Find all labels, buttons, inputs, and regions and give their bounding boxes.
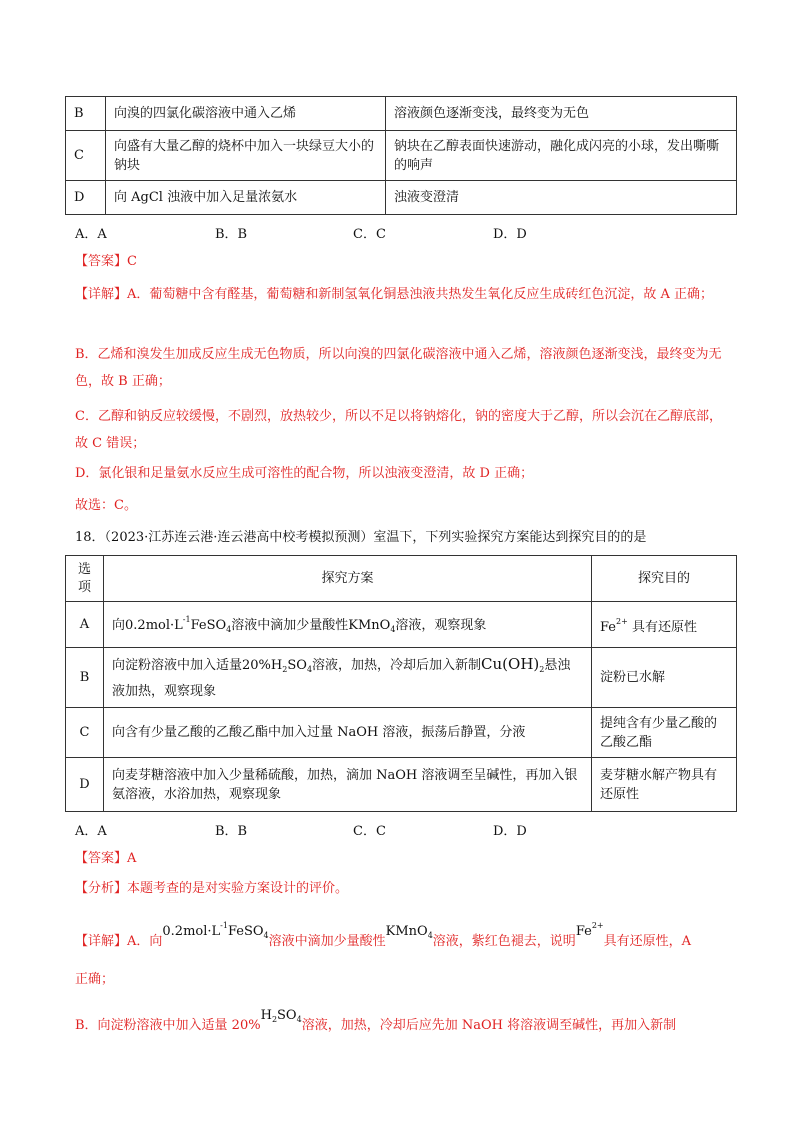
table-2 <box>65 555 737 812</box>
header-purpose: 探究目的 <box>592 556 737 602</box>
analysis-2: 【分析】本题考查的是对实验方案设计的评价。 <box>75 881 349 896</box>
explanation-2-a: 【详解】A．向$0.2mol\cdot L^{-1}FeSO_4$溶液中滴加少量酸性KMnO$_4$溶液，紫红色褪去，说明$Fe^{2+}$具有还原性，A <box>75 921 692 949</box>
table-row <box>66 97 737 131</box>
table-1 <box>65 96 737 215</box>
result-cell: 钠块在乙醇表面快速游动，融化成闪亮的小球，发出嘶嘶的响声 <box>386 131 737 181</box>
explanation-1-a: 【详解】A．葡萄糖中含有醛基，葡萄糖和新制氢氧化铜悬浊液共热发生氧化反应生成砖红色沉淀，故 A 正确； <box>75 287 714 302</box>
option-label: C <box>66 131 106 181</box>
table-header-row <box>66 556 737 602</box>
answer-2: 【答案】A <box>75 851 137 866</box>
purpose-cell: 麦芽糖水解产物具有还原性 <box>592 758 737 812</box>
plan-cell: 向$0.2mol\cdot L^{-1}FeSO_4$溶液中滴加少量酸性KMnO$_4$溶液，观察现象 <box>104 602 592 648</box>
table-row <box>66 131 737 181</box>
purpose-cell: 淀粉已水解 <box>592 648 737 708</box>
explanation-1-c: C．乙醇和钠反应较缓慢，不剧烈，放热较少，所以不足以将钠熔化，钠的密度大于乙醇，所以会沉在乙醇底部，故 C 错误； <box>75 409 722 451</box>
option-a: A．A <box>75 824 107 839</box>
table-row <box>66 181 737 215</box>
option-c: C．C <box>353 227 386 242</box>
answer-1: 【答案】C <box>75 254 137 269</box>
header-option: 选项 <box>66 556 104 602</box>
option-label: B <box>66 97 106 131</box>
table-row <box>66 648 737 708</box>
option-d: D．D <box>493 227 527 242</box>
table-row <box>66 602 737 648</box>
plan-cell: 向盛有大量乙醇的烧杯中加入一块绿豆大小的钠块 <box>106 131 386 181</box>
plan-cell: 向 AgCl 浊液中加入足量浓氨水 <box>106 181 386 215</box>
options-1 <box>75 223 715 243</box>
table-row <box>66 758 737 812</box>
question-18: 18．（2023·江苏连云港·连云港高中校考模拟预测）室温下，下列实验探究方案能达到探究目的的是 <box>75 530 647 545</box>
table-row <box>66 708 737 758</box>
plan-cell: 向麦芽糖溶液中加入少量稀硫酸，加热，滴加 NaOH 溶液调至呈碱性，再加入银氨溶液，水浴加热，观察现象 <box>104 758 592 812</box>
option-label: D <box>66 758 104 812</box>
plan-cell: 向含有少量乙酸的乙酸乙酯中加入过量 NaOH 溶液，振荡后静置，分液 <box>104 708 592 758</box>
option-a: A．A <box>75 227 107 242</box>
options-2 <box>75 820 715 840</box>
purpose-cell: 提纯含有少量乙酸的乙酸乙酯 <box>592 708 737 758</box>
explanation-2-b: B．向淀粉溶液中加入适量 $20\%H_2SO_4$溶液，加热，冷却后应先加 NaOH 将溶液调至碱性，再加入新制 <box>75 1008 677 1033</box>
plan-cell: 向淀粉溶液中加入适量$20\%H_2SO_4$溶液，加热，冷却后加入新制$Cu(OH)_2$悬浊液加热，观察现象 <box>104 648 592 708</box>
explanation-1-b: B．乙烯和溴发生加成反应生成无色物质，所以向溴的四氯化碳溶液中通入乙烯，溶液颜色逐渐变浅，最终变为无色，故 B 正确； <box>75 347 722 389</box>
option-d: D．D <box>493 824 527 839</box>
purpose-cell: $Fe^{2+}$ 具有还原性 <box>592 602 737 648</box>
option-label: A <box>66 602 104 648</box>
option-label: D <box>66 181 106 215</box>
plan-cell: 向溴的四氯化碳溶液中通入乙烯 <box>106 97 386 131</box>
result-cell: 溶液颜色逐渐变浅，最终变为无色 <box>386 97 737 131</box>
explanation-1-d: D．氯化银和足量氨水反应生成可溶性的配合物，所以浊液变澄清，故 D 正确； <box>75 466 534 481</box>
option-b: B．B <box>215 227 248 242</box>
option-b: B．B <box>215 824 248 839</box>
header-plan: 探究方案 <box>104 556 592 602</box>
option-c: C．C <box>353 824 386 839</box>
explanation-1-conclusion: 故选：C。 <box>75 498 137 513</box>
option-label: B <box>66 648 104 708</box>
explanation-2-a-cont: 正确； <box>75 972 115 987</box>
option-label: C <box>66 708 104 758</box>
result-cell: 浊液变澄清 <box>386 181 737 215</box>
